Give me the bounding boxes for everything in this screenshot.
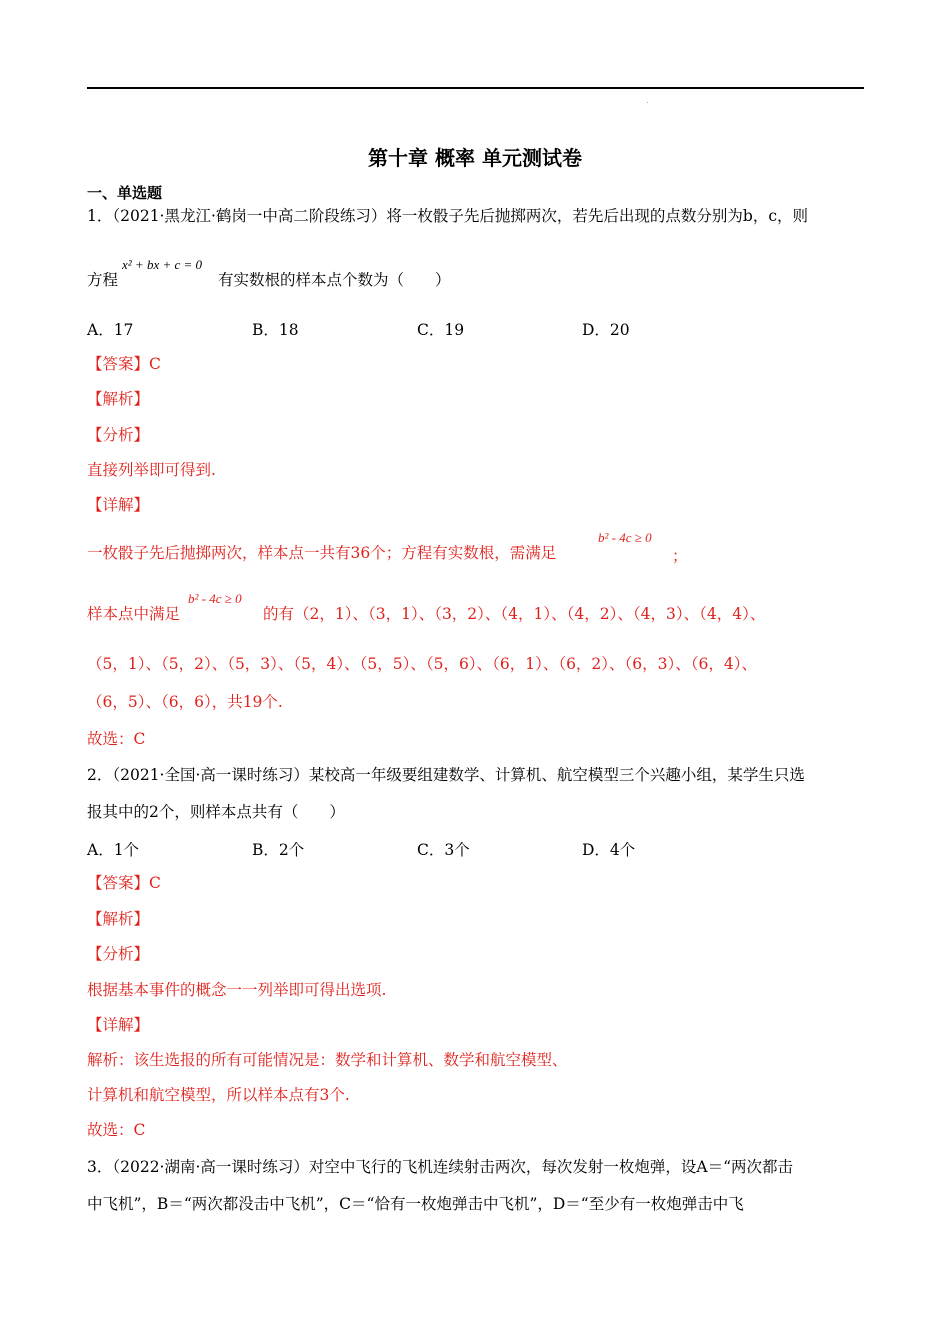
q1-equation: x² + bx + c = 0: [122, 257, 203, 272]
q1-option-c: C．19: [417, 321, 465, 339]
q1-detail-line3: （5，1）、（5，2）、（5，3）、（5，4）、（5，5）、（5，6）、（6，1）、（6，2）、（6，3）、（6，4）、: [87, 655, 757, 673]
q2-stem-line2: 报其中的2个，则样本点共有（ ）: [87, 803, 345, 821]
q1-condition-1: b² - 4c ≥ 0: [598, 530, 652, 545]
q1-option-a: A．17: [87, 321, 134, 339]
q1-fenxi-label: 【分析】: [87, 426, 150, 444]
q1-fenxi-text: 直接列举即可得到.: [87, 461, 216, 479]
q2-option-d: D．4个: [582, 841, 636, 859]
q2-option-c: C．3个: [417, 841, 470, 859]
q2-option-a: A．1个: [87, 841, 140, 859]
q1-choose: 故选：C: [87, 730, 146, 748]
q2-choose: 故选：C: [87, 1121, 146, 1139]
q2-option-b: B．2个: [252, 841, 305, 859]
header-dot: .: [646, 96, 649, 105]
q1-detail-line2-prefix: 样本点中满足: [87, 605, 181, 623]
q1-detail-line1: 一枚骰子先后抛掷两次，样本点一共有36个；方程有实数根，需满足: [87, 544, 557, 562]
q2-answer: 【答案】C: [87, 874, 161, 892]
header-rule: [87, 87, 864, 89]
q2-detail-line1: 解析：该生选报的所有可能情况是：数学和计算机、数学和航空模型、: [87, 1051, 568, 1069]
q1-answer: 【答案】C: [87, 355, 161, 373]
q2-detail-line2: 计算机和航空模型，所以样本点有3个.: [87, 1086, 350, 1104]
q1-stem-prefix: 方程: [87, 271, 119, 289]
q1-condition-2: b² - 4c ≥ 0: [188, 591, 242, 606]
q1-detail-line4: （6，5）、（6，6），共19个.: [87, 693, 283, 711]
page-title: 第十章 概率 单元测试卷: [368, 146, 582, 170]
q2-jiexi-label: 【解析】: [87, 910, 150, 928]
section-heading: 一、单选题: [87, 184, 163, 202]
q1-option-d: D．20: [582, 321, 630, 339]
q1-stem-suffix: 有实数根的样本点个数为（ ）: [218, 271, 451, 289]
q3-stem-line1: 3．（2022·湖南·高一课时练习）对空中飞行的飞机连续射击两次，每次发射一枚炮弹，设A＝“两次都击: [87, 1158, 794, 1176]
q2-fenxi-label: 【分析】: [87, 945, 150, 963]
q2-stem-line1: 2．（2021·全国·高一课时练习）某校高一年级要组建数学、计算机、航空模型三个兴趣小组，某学生只选: [87, 766, 805, 784]
q1-option-b: B．18: [252, 321, 299, 339]
q1-detail-line1-end: ；: [672, 547, 688, 565]
q2-xiangjie-label: 【详解】: [87, 1016, 150, 1034]
q3-stem-line2: 中飞机”，B＝“两次都没击中飞机”，C＝“恰有一枚炮弹击中飞机”，D＝“至少有一枚炮弹击中飞: [87, 1195, 744, 1213]
q2-fenxi-text: 根据基本事件的概念一一列举即可得出选项.: [87, 981, 387, 999]
q1-jiexi-label: 【解析】: [87, 390, 150, 408]
q1-detail-line2-rest: 的有（2，1）、（3，1）、（3，2）、（4，1）、（4，2）、（4，3）、（4，4）、: [263, 605, 766, 623]
q1-xiangjie-label: 【详解】: [87, 496, 150, 514]
q1-stem-line1: 1．（2021·黑龙江·鹤岗一中高二阶段练习）将一枚骰子先后抛掷两次，若先后出现的点数分别为b，c，则: [87, 207, 809, 225]
